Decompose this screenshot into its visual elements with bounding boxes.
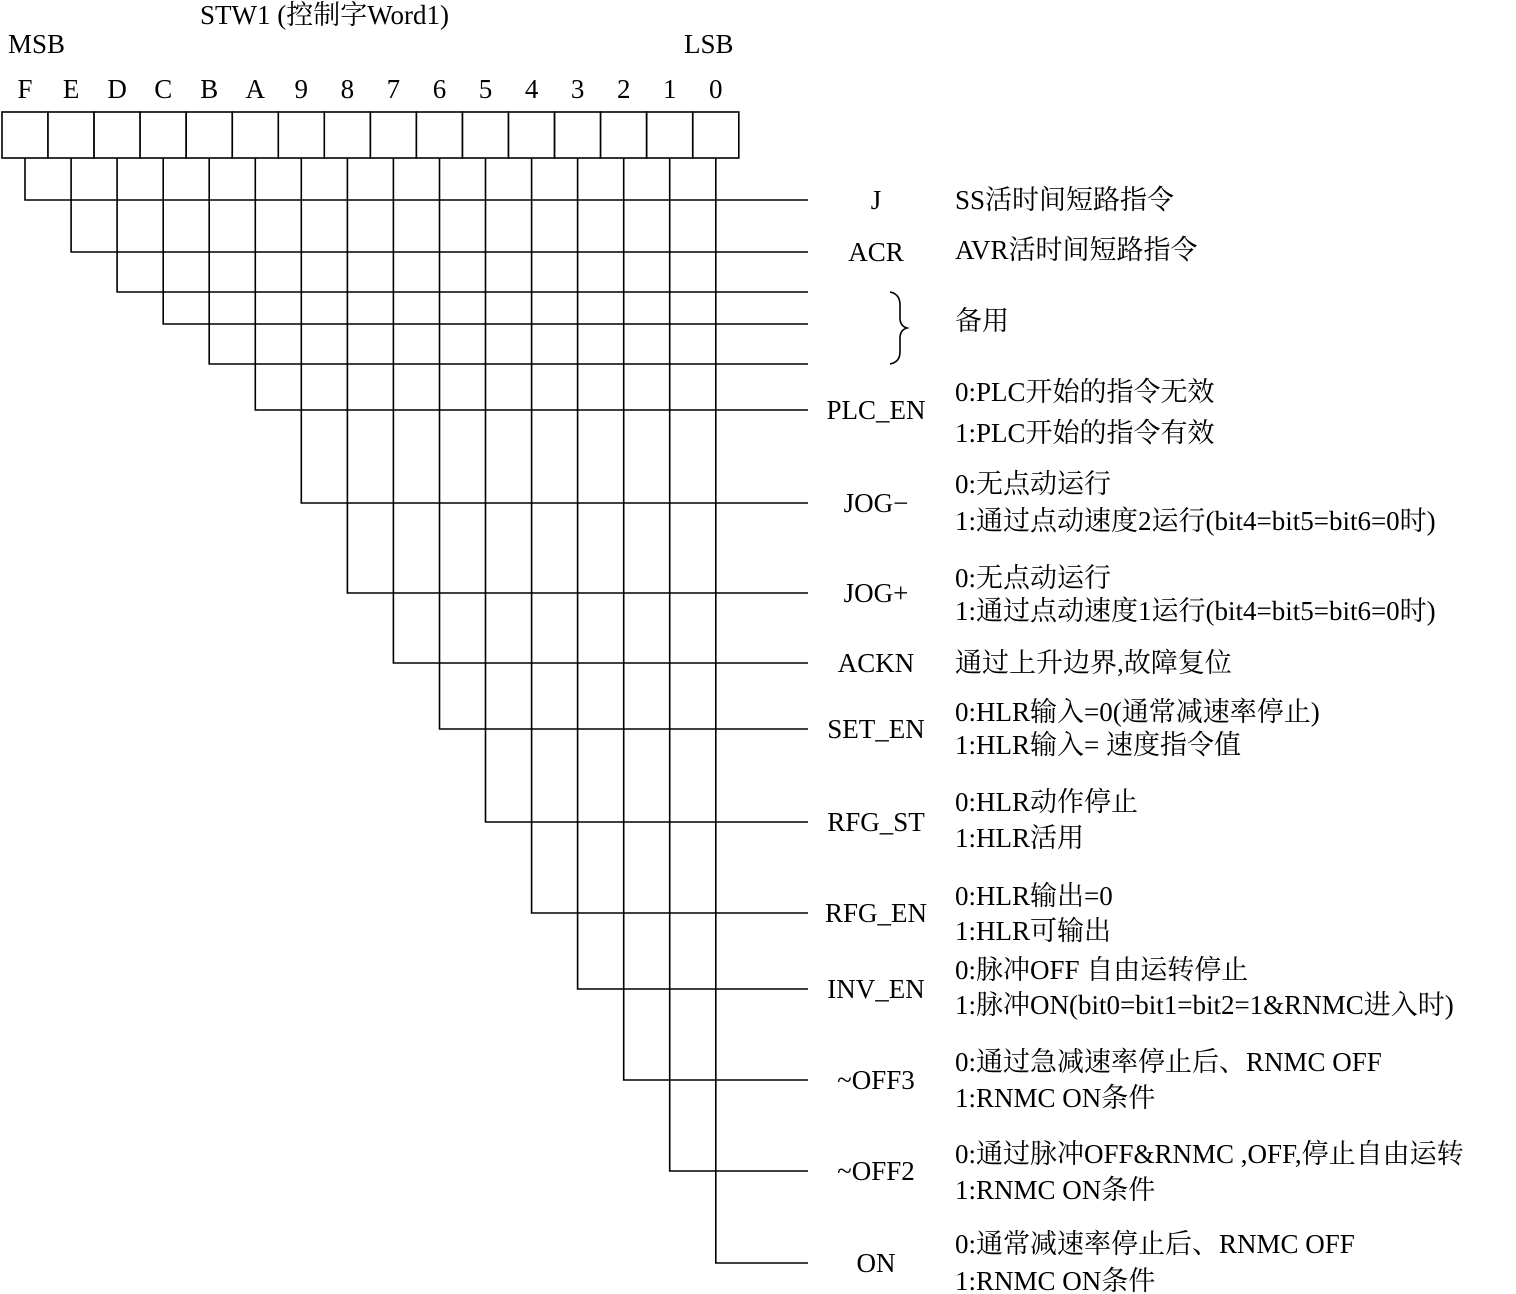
bit-index-labels	[17, 74, 722, 104]
bit-label-0: 0	[709, 74, 723, 104]
bit-label-e: E	[62, 74, 80, 104]
signal-desc-bit-1-line-1: 0:通过脉冲OFF&RNMC ,OFF,停止自由运转	[955, 1139, 1464, 1169]
signal-name-bit-5: RFG_ST	[827, 807, 925, 837]
msb-label: MSB	[8, 29, 66, 59]
signal-desc-bit-9-line-2: 1:通过点动速度2运行(bit4=bit5=bit6=0时)	[955, 506, 1436, 536]
signal-desc-bit-4-line-1: 0:HLR输出=0	[955, 881, 1113, 911]
bit-line-f	[25, 158, 808, 200]
bit-line-5	[486, 158, 809, 822]
bit-cell-2	[601, 112, 647, 158]
bit-cell-a	[232, 112, 278, 158]
bit-cell-4	[509, 112, 555, 158]
signal-desc-bit-2-line-1: 0:通过急减速率停止后、RNMC OFF	[955, 1047, 1382, 1077]
signal-name-bit-a: PLC_EN	[826, 395, 926, 425]
bit-label-2: 2	[616, 74, 631, 104]
signal-desc-bit-a-line-2: 1:PLC开始的指令有效	[955, 418, 1215, 448]
bit-label-c: C	[154, 74, 173, 104]
bit-connector-lines	[25, 158, 808, 1263]
signal-desc-bit-f-line-1: SS活时间短路指令	[955, 185, 1175, 215]
bit-line-b	[209, 158, 808, 364]
signal-name-bit-1: ~OFF2	[837, 1156, 915, 1186]
bit-cell-d	[94, 112, 140, 158]
bit-label-4: 4	[524, 74, 539, 104]
bit-label-6: 6	[432, 74, 447, 104]
bit-cell-6	[416, 112, 462, 158]
signal-name-bit-2: ~OFF3	[837, 1065, 915, 1095]
signal-desc-bit-e-line-1: AVR活时间短路指令	[955, 235, 1198, 265]
bit-label-5: 5	[478, 74, 493, 104]
bit-cell-9	[278, 112, 324, 158]
bit-cell-1	[647, 112, 693, 158]
bit-label-7: 7	[386, 74, 401, 104]
bit-cell-8	[324, 112, 370, 158]
signal-desc-bit-6-line-2: 1:HLR输入= 速度指令值	[955, 730, 1241, 760]
signal-desc-bit-6-line-1: 0:HLR输入=0(通常减速率停止)	[955, 697, 1320, 727]
signal-descriptions	[955, 185, 1464, 1294]
bit-cell-0	[693, 112, 739, 158]
signal-desc-bit-3-line-1: 0:脉冲OFF 自由运转停止	[955, 955, 1249, 985]
bit-label-1: 1	[662, 74, 677, 104]
signal-name-labels	[825, 185, 927, 1278]
signal-desc-bit-4-line-2: 1:HLR可输出	[955, 916, 1112, 946]
signal-desc-bit-2-line-2: 1:RNMC ON条件	[955, 1083, 1156, 1113]
signal-name-bit-0: ON	[856, 1248, 896, 1278]
bit-cell-c	[140, 112, 186, 158]
bit-cell-5	[463, 112, 509, 158]
bit-cell-3	[555, 112, 601, 158]
bit-cell-7	[370, 112, 416, 158]
bit-label-d: D	[107, 74, 127, 104]
signal-desc-bit-7-line-1: 通过上升边界,故障复位	[955, 648, 1232, 678]
signal-name-bit-9: JOG−	[843, 488, 909, 518]
bit-line-1	[670, 158, 808, 1171]
bit-line-9	[301, 158, 808, 503]
bit-line-3	[578, 158, 808, 989]
bit-register-cells	[2, 112, 739, 158]
signal-desc-bit-1-line-2: 1:RNMC ON条件	[955, 1175, 1156, 1205]
signal-name-bit-e: ACR	[848, 237, 904, 267]
bit-cell-f	[2, 112, 48, 158]
bit-cell-e	[48, 112, 94, 158]
bit-label-f: F	[17, 74, 33, 104]
signal-desc-bit-8-line-2: 1:通过点动速度1运行(bit4=bit5=bit6=0时)	[955, 596, 1436, 626]
bit-label-3: 3	[570, 74, 585, 104]
signal-name-bit-6: SET_EN	[827, 714, 925, 744]
bit-cell-b	[186, 112, 232, 158]
signal-name-bit-8: JOG+	[843, 578, 909, 608]
signal-name-bit-4: RFG_EN	[824, 898, 928, 928]
signal-desc-bit-5-line-1: 0:HLR动作停止	[955, 787, 1139, 817]
spare-bits-brace	[890, 292, 907, 364]
spare-bits-label: 备用	[955, 306, 1009, 336]
signal-desc-bit-8-line-1: 0:无点动运行	[955, 563, 1112, 593]
bit-label-9: 9	[294, 74, 309, 104]
lsb-label: LSB	[684, 29, 734, 59]
signal-desc-bit-3-line-2: 1:脉冲ON(bit0=bit1=bit2=1&RNMC进入时)	[955, 990, 1454, 1020]
signal-name-bit-7: ACKN	[837, 648, 915, 678]
signal-desc-bit-9-line-1: 0:无点动运行	[955, 469, 1112, 499]
diagram-title: STW1 (控制字Word1)	[200, 0, 450, 30]
signal-name-bit-f: J	[870, 185, 882, 215]
signal-name-bit-3: INV_EN	[827, 974, 925, 1004]
signal-desc-bit-a-line-1: 0:PLC开始的指令无效	[955, 377, 1215, 407]
bit-line-d	[117, 158, 808, 292]
signal-desc-bit-0-line-2: 1:RNMC ON条件	[955, 1266, 1156, 1294]
signal-desc-bit-5-line-2: 1:HLR活用	[955, 823, 1085, 853]
bit-label-b: B	[200, 74, 219, 104]
bit-label-a: A	[245, 74, 266, 104]
signal-desc-bit-0-line-1: 0:通常减速率停止后、RNMC OFF	[955, 1229, 1355, 1259]
bit-label-8: 8	[340, 74, 355, 104]
